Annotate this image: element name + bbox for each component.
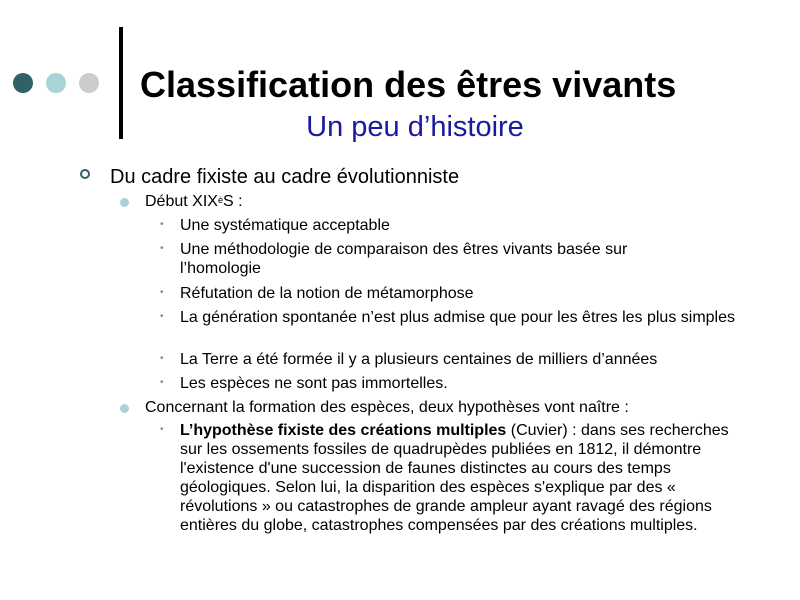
list-item: La Terre a été formée il y a plusieurs centaines de milliers d’années [180, 351, 658, 368]
slide-subtitle: Un peu d’histoire [306, 111, 524, 143]
main-bullet: Du cadre fixiste au cadre évolutionniste [110, 166, 460, 188]
list-item: Réfutation de la notion de métamorphose [180, 285, 474, 302]
slide-title: Classification des êtres vivants [140, 64, 677, 105]
hypothesis-text: (Cuvier) : dans ses recherches sur les ossements fossiles de quadrupèdes publiées en 1812, il démontre l'existence d'une succession de faunes distinctes au cours des temps géologiques. Selon lui, la disparition des espèces s'explique par des « révolutions » ou catastrophes de grande ampleur ayant ravagé des régions entières du globe, catastrophes compensées par des créations multiples. [180, 422, 729, 534]
section-heading-prefix: Début XIX [145, 193, 218, 210]
small-bullet-icon: • [160, 377, 164, 388]
list-item: Une méthodologie de comparaison des êtres vivants basée sur l’homologie [180, 241, 628, 277]
list-item: La génération spontanée n’est plus admise que pour les êtres les plus simples [180, 309, 735, 326]
small-bullet-icon: • [160, 219, 164, 230]
section-heading-suffix: S : [222, 193, 243, 210]
dot-bullet-icon [120, 404, 129, 413]
circle-bullet-icon [80, 169, 90, 179]
dot-bullet-icon [120, 198, 129, 207]
small-bullet-icon: • [160, 424, 164, 435]
small-bullet-icon: • [160, 353, 164, 364]
section-heading-sup: è [217, 195, 223, 205]
section-heading-debut [145, 192, 243, 211]
hypothesis-title: L’hypothèse fixiste des créations multiples [180, 422, 507, 439]
small-bullet-icon: • [160, 287, 164, 298]
section-heading-formation: Concernant la formation des espèces, deux hypothèses vont naître : [145, 399, 629, 416]
list-item: Les espèces ne sont pas immortelles. [180, 375, 448, 392]
list-item: Une systématique acceptable [180, 217, 390, 234]
small-bullet-icon: • [160, 243, 164, 254]
small-bullet-icon: • [160, 311, 164, 322]
list-item-hypothesis [180, 421, 745, 535]
